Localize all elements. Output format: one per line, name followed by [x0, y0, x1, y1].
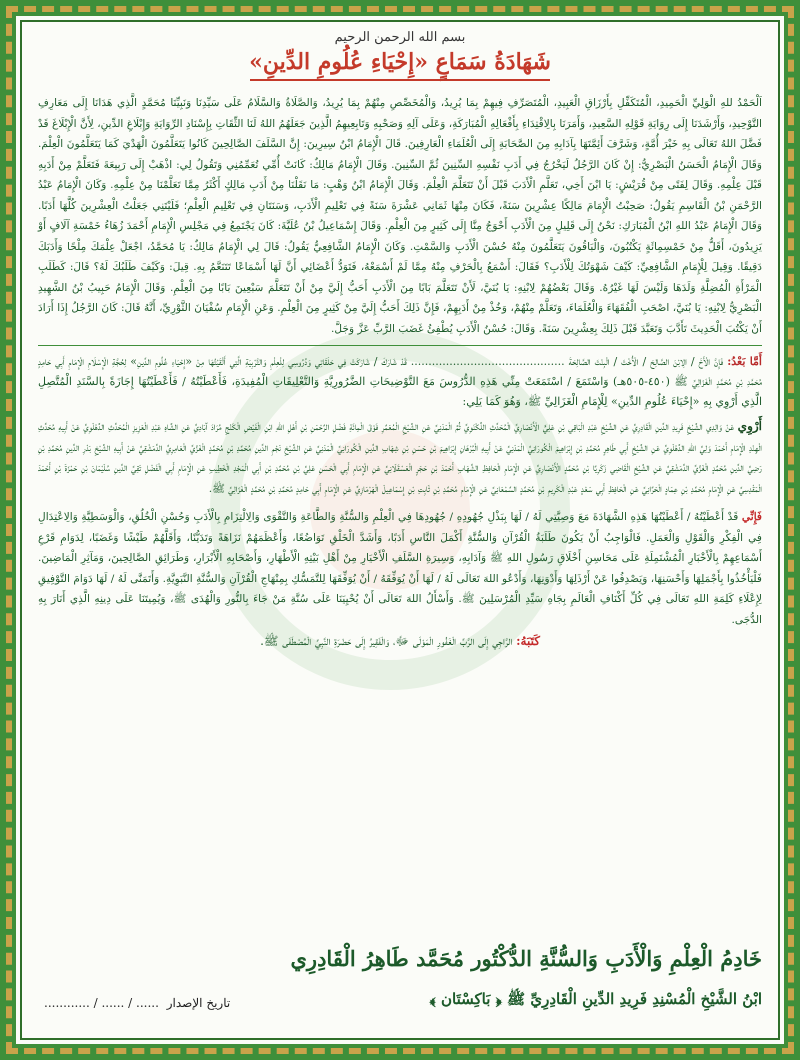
signatory-lineage: ابْنُ الشَّيْخِ الْمُسْنِدِ فَرِيدِ الدِّينِ الْقَادِرِيِّ ﷺ ﴿ بَاكِسْتَان ﴾ [429, 990, 762, 1008]
certificate-content [38, 30, 762, 651]
advice-lead: فَإِنِّي [741, 511, 762, 523]
signatory-title: خَادِمُ الْعِلْمِ وَالْأَدَبِ وَالسُّنَّةِ الدُّكْتُور مُحَمَّد طَاهِرُ الْقَادِرِي [290, 946, 762, 971]
certificate-title: شَهَادَةُ سَمَاعٍ «إِحْيَاءِ عُلُومِ الدِّينِ» [249, 49, 551, 75]
issue-date-label: تاريخ الإصدار [166, 996, 231, 1010]
certificate-statement [38, 352, 762, 412]
advice-paragraph [38, 507, 762, 630]
amma-text: فَإِنَّ الْأَخَ / الِابْنَ الصَّالِحَ / الْأُخْتَ / الْبِنْتَ الصَّالِحَةَ ............................................ قَدْ شَارَكَ / شَارَكَتْ فِي حَلَقَاتِي وَدُرُوسِي لِلْعِلْمِ وَالتَّرْبِيَةِ الَّتِي أَلْقَيْتُهَا مِنْ «إِحْيَاءِ عُلُومِ الدِّينِ» لِحُجَّةِ الْإِسْلَامِ الْإِمَامِ أَبِي حَامِدٍ مُحَمَّدِ بْنِ مُحَمَّدٍ الْغَزَالِيِّ ﷺ (٤٥٠-٥٠٥هـ) وَاسْتَمَعَ / اسْتَمَعَتْ مِنِّي هَذِهِ الدُّرُوسَ مَعَ التَّوْضِيحَاتِ الضَّرُورِيَّةِ وَالتَّعْلِيقَاتِ الْمُفِيدَةِ، فَأَعْطَيْتُهُ / فَأَعْطَيْتُهَا إِجَازَةً بِالسَّنَدِ الْمُتَّصِلِ الَّذِي أَرْوِي بِهِ «إِحْيَاءَ عُلُومِ الدِّينِ» لِلْإِمَامِ الْغَزَالِيِّ ﷺ، وَهُوَ كَمَا يَلِي: [38, 355, 762, 408]
amma-lead: أَمَّا بَعْدُ: [727, 355, 762, 368]
issue-date [44, 996, 230, 1010]
isnad-text: عَنْ وَالِدِي الشَّيْخِ فَرِيدِ الدِّينِ الْقَادِرِيِّ عَنِ الشَّيْخِ عَبْدِ الْبَاقِي بْنِ عَلِيٍّ الْأَنْصَارِيِّ الْمُحَدِّثِ اللَّكْنَوِيِّ ثُمَّ الْمَدَنِيِّ عَنِ الشَّيْخِ الْمُعَمَّرِ فَوْقَ الْمِائَةِ فَضْلِ الرَّحْمَنِ بْنِ أَهْلِ اللهِ ابْنِ الْفَيْضِ الْكَنْجِ مُرَادَ آبَادِيِّ عَنِ الشَّاهِ عَبْدِ الْعَزِيزِ الْمُحَدِّثِ الدَّهْلَوِيِّ عَنْ أَبِيهِ مُحَدِّثِ الْهِنْدِ الْإِمَامِ أَحْمَدَ وَلِيِّ اللهِ الدَّهْلَوِيِّ عَنِ الشَّيْخِ أَبِي طَاهِرٍ مُحَمَّدِ بْنِ إِبْرَاهِيمَ الْكُورَانِيِّ الْمَدَنِيِّ عَنْ أَبِيهِ الْبُرْهَانِ إِبْرَاهِيمَ بْنِ حَسَنِ بْنِ شِهَابِ الدِّينِ الْكُورَانِيِّ الْمَدَنِيِّ عَنِ الشَّيْخِ نَجْمِ الدِّينِ مُحَمَّدِ بْنِ مُحَمَّدٍ الْغَزِّيِّ الْعَامِرِيِّ الدِّمَشْقِيِّ عَنْ أَبِيهِ الشَّيْخِ بَدْرِ الدِّينِ مُحَمَّدِ بْنِ رَضِيِّ الدِّينِ مُحَمَّدٍ الْغَزِّيِّ الدِّمَشْقِيِّ عَنِ الشَّيْخِ الْقَاضِي زَكَرِيَّا بْنِ مُحَمَّدٍ الْأَنْصَارِيِّ عَنِ الْإِمَامِ الْحَافِظِ الشِّهَابِ أَحْمَدَ بْنِ حَجَرٍ الْعَسْقَلَانِيِّ عَنِ الْإِمَامِ أَبِي الْحَسَنِ عَلِيِّ بْنِ مُحَمَّدِ بْنِ أَبِي الْمَجْدِ الْخَطِيبِ عَنِ الْإِمَامِ أَبِي الْفَضْلِ تَقِيِّ الدِّينِ سُلَيْمَانَ بْنِ حَمْزَةَ بْنِ أَحْمَدَ الْمَقْدِسِيِّ عَنِ الْإِمَامِ مُحَمَّدِ بْنِ عِمَادٍ الْحَرَّانِيِّ عَنِ الْحَافِظِ أَبِي سَعْدٍ عَبْدِ الْكَرِيمِ بْنِ مُحَمَّدٍ السَّمْعَانِيِّ عَنِ الْإِمَامِ مُحَمَّدِ بْنِ ثَابِتِ بْنِ إِسْمَاعِيلَ الْهَرْمَازِيِّ عَنِ الْإِمَامِ أَبِي حَامِدٍ مُحَمَّدِ بْنِ مُحَمَّدٍ الْغَزَالِيِّ ﷺ. [38, 421, 762, 495]
isnad-lead: أَرْوِي [737, 419, 762, 433]
bismillah-calligraphy: بسم الله الرحمن الرحيم [334, 30, 466, 45]
issue-date-value: ...... / ...... / ............ [44, 996, 159, 1010]
writer-lead: كَتَبَهُ: [516, 634, 540, 648]
signature-area [38, 940, 762, 1030]
isnad-chain [38, 416, 762, 499]
writer-text: الرَّاجِي إِلَى الرَّبِّ الْغَفُورِ الْمَوْلَى ﷻ، وَالْفَقِيرُ إِلَى حَضْرَةِ النَّبِيِّ الْمُصْطَفَى ﷺ. [260, 634, 513, 648]
advice-text: قَدْ أَعْطَيْتُهُ / أَعْطَيْتُهَا هَذِهِ الشَّهَادَةَ مَعَ وَصِيَّتِي لَهُ / لَهَا بِبَذْلِ جُهُودِهِ / جُهُودِهَا فِي الْعِلْمِ وَالسُّنَّةِ وَالطَّاعَةِ وَالتَّقْوَى وَالِالْتِزَامِ بِالْأَدَبِ وَحُسْنِ الْخُلُقِ، وَالْوَسَطِيَّةِ وَالِاعْتِدَالِ فِي الْفِكْرِ وَالْقَوْلِ وَالْعَمَلِ. فَالْوَاجِبُ أَنْ يَكُونَ طَلَبَةُ الْقُرْآنِ وَالسُّنَّةِ أَكْمَلَ النَّاسِ أَدَبًا، وَأَشَدَّ الْخَلْقِ تَوَاضُعًا، وَأَعْظَمَهُمْ نَزَاهَةً وَتَدَيُّنًا، وَأَقَلَّهُمْ طَيْشًا وَغَضَبًا، لِدَوَامِ قَرْعِ أَسْمَاعِهِمْ بِالْأَخْبَارِ الْمُشْتَمِلَةِ عَلَى مَحَاسِنِ أَخْلَاقِ رَسُولِ اللهِ ﷺ وَآدَابِهِ، وَسِيرَةِ السَّلَفِ الْأَخْيَارِ مِنْ أَهْلِ بَيْتِهِ الْأَطْهَارِ، وَأَصْحَابِهِ الْأَبْرَارِ، وَطَرَائِقِ الصَّالِحِينَ، وَمَآثِرِ الْمَاضِينَ. فَلْيَأْخُذُوا بِأَجْمَلِهَا وَأَحْسَنِهَا، وَيَصْدِفُوا عَنْ أَرْذَلِهَا وَأَدْوَنِهَا، وَأَدْعُو اللهَ تَعَالَى لَهُ / لَهَا أَنْ يُوَفِّقَهُ / أَنْ يُوَفِّقَهَا لِلتَّمَسُّكِ بِمِنْهَاجِ الْقُرْآنِ وَالسُّنَّةِ النَّبَوِيَّةِ. وَأَتَمَنَّى لَهُ / لَهَا دَوَامَ التَّوْفِيقِ لِإِعْلَاءِ كَلِمَةِ اللهِ تَعَالَى فِي كُلِّ أَكْنَافِ الْعَالَمِ بِجَاهِ سَيِّدِ الْمُرْسَلِينَ ﷺ. وَأَسْأَلُ اللهَ تَعَالَى أَنْ يُحْيِيَنَا عَلَى سُنَّةِ مَنْ جَاءَ بِالنُّورِ وَالْهُدَى ﷺ، وَيُمِيتَنَا عَلَى دِينِهِ الَّذِي أَنَارَ بِهِ الدُّجَى. [38, 511, 762, 626]
writer-line [38, 634, 762, 651]
divider [38, 345, 762, 346]
intro-paragraph: اَلْحَمْدُ للهِ الْوَلِيِّ الْحَمِيدِ، الْمُتَكَفِّلِ بِأَرْزَاقِ الْعَبِيدِ، الْمُتَصَرِّفِ فِيهِمْ بِمَا يُرِيدُ، وَالْمُخَصِّصِ مِنْهُمْ بِمَا يُرِيدُ، وَالصَّلَاةُ وَالسَّلَامُ عَلَى سَيِّدِنَا وَنَبِيِّنَا مُحَمَّدٍ الَّذِي هَدَانَا إِلَى مَعَارِفِ التَّوْحِيدِ، وَأَرْشَدَنَا إِلَى رِوَايَةِ قَوْلِهِ السَّعِيدِ، وَأَمَرَنَا بِالِاقْتِدَاءِ بِأَفْعَالِهِ الْمُبَارَكَةِ، وَعَلَى آلِهِ وَصَحْبِهِ وَتَابِعِيهِمُ الَّذِينَ جَعَلَهُمُ اللهُ لَنَا الثِّقَاتِ بِإِسْنَادِ الرِّوَايَةِ وَإِبْلَاغِ الدِّينِ، لِأَنَّ الْإِبْلَاغَ قَدْ فَضَّلَ اللهُ تَعَالَى بِهِ خَيْرَ أُمَّةٍ، وَشَرَّفَ أَئِمَّتَهَا بِآدَابِهِ مِنَ الصَّحَابَةِ إِلَى الْعُلَمَاءِ الْعَارِفِينَ. قَالَ الْإِمَامُ ابْنُ سِيرِينَ: إِنَّ السَّلَفَ الصَّالِحِينَ كَانُوا يَتَعَلَّمُونَ الْهَدْيَ كَمَا يَتَعَلَّمُونَ الْعِلْمَ. وَقَالَ الْإِمَامُ الْحَسَنُ الْبَصْرِيُّ: إِنْ كَانَ الرَّجُلُ لَيَخْرُجُ فِي أَدَبِ نَفْسِهِ السِّنِينَ ثُمَّ السِّنِينَ. وَقَالَ الْإِمَامُ مَالِكٌ: كَانَتْ أُمِّي تُعَمِّمُنِي وَتَقُولُ لِي: اذْهَبْ إِلَى رَبِيعَةَ فَتَعَلَّمْ مِنْ أَدَبِهِ قَبْلَ عِلْمِهِ. وَقَالَ لِفَتًى مِنْ قُرَيْشٍ: يَا ابْنَ أَخِي، تَعَلَّمِ الْأَدَبَ قَبْلَ أَنْ تَتَعَلَّمَ الْعِلْمَ. وَقَالَ الْإِمَامُ ابْنُ وَهْبٍ: مَا نَقَلْنَا مِنْ أَدَبِ مَالِكٍ أَكْثَرُ مِمَّا تَعَلَّمْنَا مِنْ عِلْمِهِ. وَكَانَ الْإِمَامُ عَبْدُ الرَّحْمَنِ بْنُ الْقَاسِمِ يَقُولُ: صَحِبْتُ الْإِمَامَ مَالِكًا عِشْرِينَ سَنَةً، فَكَانَ مِنْهَا ثَمَانِي عَشْرَةَ سَنَةً فِي تَعْلِيمِ الْأَدَبِ، وَسَنَتَانِ فِي تَعْلِيمِ الْعِلْمِ؛ فَلَيْتَنِي جَعَلْتُ الْعِشْرِينَ كُلَّهَا أَدَبًا. وَقَالَ الْإِمَامُ عَبْدُ اللهِ ابْنُ الْمُبَارَكِ: نَحْنُ إِلَى قَلِيلٍ مِنَ الْأَدَبِ أَحْوَجُ مِنَّا إِلَى كَثِيرٍ مِنَ الْعِلْمِ. وَقَالَ إِسْمَاعِيلُ بْنُ عُلَيَّةَ: كَانَ يَجْتَمِعُ فِي مَجْلِسِ الْإِمَامِ أَحْمَدَ زُهَاءُ خَمْسَةِ آلَافٍ أَوْ يَزِيدُونَ، أَقَلُّ مِنْ خَمْسِمِائَةٍ يَكْتُبُونَ، وَالْبَاقُونَ يَتَعَلَّمُونَ مِنْهُ حُسْنَ الْأَدَبِ وَالسَّمْتِ. وَكَانَ الْإِمَامُ الشَّافِعِيُّ يَقُولُ: قَالَ لِي الْإِمَامُ مَالِكٌ: يَا مُحَمَّدُ، اجْعَلْ عِلْمَكَ مِلْحًا وَأَدَبَكَ دَقِيقًا. وَقِيلَ لِلْإِمَامِ الشَّافِعِيِّ: كَيْفَ شَهْوَتُكَ لِلْأَدَبِ؟ فَقَالَ: أَسْمَعُ بِالْحَرْفِ مِنْهُ مِمَّا لَمْ أَسْمَعْهُ، فَتَوَدُّ أَعْضَائِي أَنَّ لَهَا أَسْمَاعًا تَتَنَعَّمُ بِهِ. قِيلَ: وَكَيْفَ طَلَبُكَ لَهُ؟ قَالَ: كَطَلَبِ الْمَرْأَةِ الْمُضِلَّةِ وَلَدَهَا وَلَيْسَ لَهَا غَيْرُهُ. وَقَالَ بَعْضُهُمْ لِابْنِهِ: يَا بُنَيَّ، لَأَنْ تَتَعَلَّمَ بَابًا مِنَ الْأَدَبِ أَحَبُّ إِلَيَّ مِنْ أَنْ تَتَعَلَّمَ سَبْعِينَ بَابًا مِنَ الْعِلْمِ. وَقَالَ الْإِمَامُ حَبِيبُ بْنُ الشَّهِيدِ الْبَصْرِيُّ لِابْنِهِ: يَا بُنَيَّ، اصْحَبِ الْفُقَهَاءَ وَالْعُلَمَاءَ، وَتَعَلَّمْ مِنْهُمْ، وَخُذْ مِنْ أَدَبِهِمْ، فَإِنَّ ذَلِكَ أَحَبُّ إِلَيَّ مِنْ كَثِيرٍ مِنَ الْعِلْمِ. وَعَنِ الْإِمَامِ سُفْيَانَ الثَّوْرِيِّ، أَنَّهُ قَالَ: كَانَ الرَّجُلُ إِذَا أَرَادَ أَنْ يَكْتُبَ الْحَدِيثَ تَأَدَّبَ وَتَعَبَّدَ قَبْلَ ذَلِكَ بِعِشْرِينَ سَنَةً. وَقَالَ: حُسْنُ الْأَدَبِ يُطْفِئُ غَضَبَ الرَّبِّ عَزَّ وَجَلَّ. [38, 97, 763, 335]
title-underline [250, 79, 550, 81]
